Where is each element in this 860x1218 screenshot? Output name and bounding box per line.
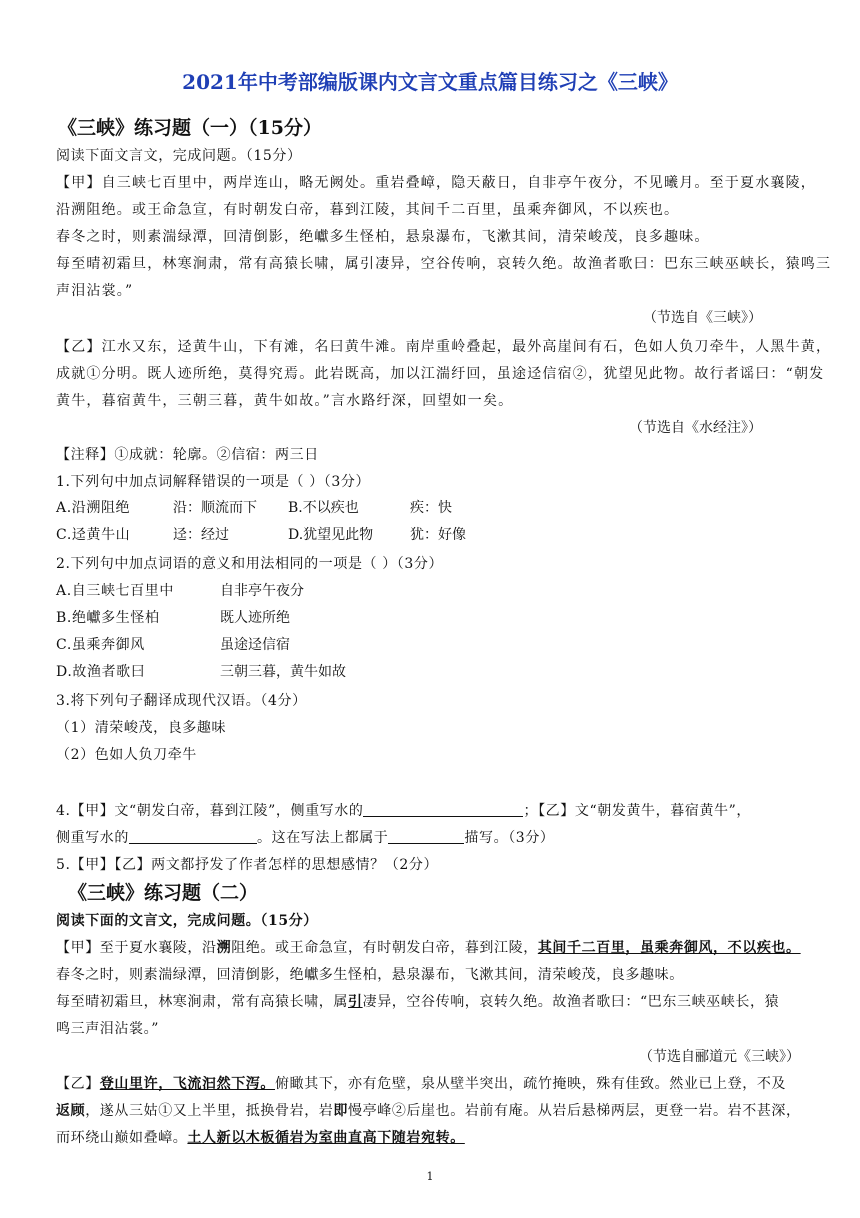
- exercise-1-heading: 《三峡》练习题（一）（15分）: [58, 117, 322, 139]
- ex1-yi-line-3: 黄牛，暮宿黄牛，三朝三暮，黄牛如故。”言水路纡深，回望如一矣。: [56, 393, 514, 409]
- ex1-jia-line-2: 沿溯阻绝。或王命急宣，有时朝发白帝，暮到江陵，其间千二百里，虽乘奔御风，不以疾也。: [56, 202, 680, 218]
- ex2-yi-2b: 返顾: [56, 1103, 86, 1119]
- q1-option-d: D.犹望见此物: [288, 527, 374, 543]
- q2-option-d-compare: 三朝三暮，黄牛如故: [220, 664, 346, 680]
- q4-text-e: 描写。（3分）: [464, 830, 555, 846]
- q2-option-d: D.故渔者歌曰: [56, 664, 146, 680]
- ex1-jia-line-4: 每至晴初霜旦，林寒涧肃，常有高猿长啸，属引凄异，空谷传响，哀转久绝。故渔者歌曰：巴东三峡巫峡长，猿鸣三: [56, 256, 832, 272]
- exercise-2-instruction: 阅读下面的文言文，完成问题。（15分）: [56, 913, 318, 929]
- ex2-jia-line-4: 鸣三声泪沾裳。”: [56, 1021, 159, 1037]
- question-4-line-2: [56, 827, 555, 847]
- ex2-jia-3b: 引: [348, 994, 363, 1010]
- ex1-yi-source: （节选自《水经注》）: [629, 420, 762, 436]
- ex2-yi-1b-underlined: 登山里许，飞流汩然下泻。: [99, 1076, 276, 1092]
- ex1-jia-line-1: 【甲】自三峡七百里中，两岸连山，略无阙处。重岩叠嶂，隐天蔽日，自非亭午夜分，不见曦月。至于夏水襄陵，: [56, 175, 816, 191]
- ex1-note: 【注释】①成就：轮廓。②信宿：两三日: [56, 447, 319, 463]
- ex2-yi-2d: 即: [333, 1103, 349, 1119]
- ex2-yi-3a: 而环绕山巅如叠嶂。: [56, 1130, 188, 1146]
- q1-option-a-gloss: 沿：顺流而下: [173, 500, 257, 516]
- ex2-jia-1a: 【甲】至于夏水襄陵，沿: [56, 940, 217, 956]
- ex2-jia-1b: 溯: [216, 940, 232, 956]
- q3-item-2: （2）色如人负刀牵牛: [56, 747, 197, 763]
- q3-item-1: （1）清荣峻茂，良多趣味: [56, 720, 227, 736]
- document-title: 2021年中考部编版课内文言文重点篇目练习之《三峡》: [182, 70, 678, 94]
- ex2-yi-2e: 慢亭峰②后崖也。岩前有庵。从岩后悬梯两层，更登一岩。岩不甚深，: [348, 1103, 801, 1119]
- question-1: 1.下列句中加点词解释错误的一项是（ ）（3分）: [56, 474, 371, 490]
- ex1-yi-line-2: 成就①分明。既人迹所绝，莫得究焉。此岩既高，加以江湍纡回，虽途迳信宿②，犹望见此物。故行者谣曰：“朝发: [56, 366, 825, 382]
- ex2-yi-line-3: [56, 1127, 465, 1147]
- q2-option-a: A.自三峡七百里中: [56, 583, 174, 599]
- q1-option-c: C.迳黄牛山: [56, 527, 131, 543]
- question-4-line-1: [56, 800, 751, 820]
- q4-text-c: 侧重写水的: [56, 830, 129, 846]
- q2-option-a-compare: 自非亭午夜分: [220, 583, 304, 599]
- ex1-yi-line-1: 【乙】江水又东，迳黄牛山，下有滩，名曰黄牛滩。南岸重岭叠起，最外高崖间有石，色如人负刀牵牛，人黑牛黄，: [56, 339, 832, 355]
- ex2-yi-line-1: [56, 1073, 786, 1093]
- q2-option-c: C.虽乘奔御风: [56, 637, 145, 653]
- q1-option-c-gloss: 迳：经过: [173, 527, 229, 543]
- q2-option-c-compare: 虽途迳信宿: [220, 637, 290, 653]
- ex2-yi-1c: 俯瞰其下，亦有危壁，泉从壁半突出，疏竹掩映，殊有佳致。然业已上登，不及: [275, 1076, 787, 1092]
- q1-option-b: B.不以疾也: [288, 500, 359, 516]
- ex2-jia-line-3: [56, 991, 779, 1011]
- q4-text-b: ；【乙】文“朝发黄牛，暮宿黄牛”，: [523, 803, 751, 819]
- q4-blank-2[interactable]: [129, 829, 257, 844]
- q4-blank-1[interactable]: [363, 802, 523, 817]
- ex1-jia-line-3: 春冬之时，则素湍绿潭，回清倒影，绝巘多生怪柏，悬泉瀑布，飞漱其间，清荣峻茂，良多趣味。: [56, 229, 710, 245]
- ex2-yi-1a: 【乙】: [56, 1076, 100, 1092]
- q1-option-a: A.沿溯阻绝: [56, 500, 131, 516]
- ex2-jia-source: （节选自郦道元《三峡》）: [639, 1049, 800, 1065]
- page-number: 1: [426, 1170, 434, 1183]
- ex2-jia-line-1: [56, 937, 801, 957]
- q1-option-d-gloss: 犹：好像: [410, 527, 466, 543]
- ex1-jia-line-5: 声泪沾裳。”: [56, 283, 134, 299]
- q4-text-d: 。这在写法上都属于: [257, 830, 389, 846]
- ex2-yi-2c: ，遂从三姑①又上半里，抵换骨岩，岩: [85, 1103, 334, 1119]
- q4-blank-3[interactable]: [388, 829, 464, 844]
- exercise-2-heading: 《三峡》练习题（二）: [68, 882, 259, 904]
- exercise-1-instruction: 阅读下面文言文，完成问题。（15分）: [56, 148, 302, 164]
- ex2-yi-line-2: [56, 1100, 801, 1120]
- q1-option-b-gloss: 疾：快: [410, 500, 452, 516]
- ex1-jia-source: （节选自《三峡》）: [643, 310, 762, 326]
- ex2-yi-3b-underlined: 土人新以木板循岩为室曲直高下随岩宛转。: [187, 1130, 465, 1146]
- question-3: 3.将下列句子翻译成现代汉语。（4分）: [56, 693, 307, 709]
- q4-text-a: 4.【甲】文“朝发白帝，暮到江陵”，侧重写水的: [56, 803, 364, 819]
- ex2-jia-3c: 凄异，空谷传响，哀转久绝。故渔者歌曰：“巴东三峡巫峡长，猿: [362, 994, 780, 1010]
- ex2-jia-1d-underlined: 其间千二百里，虽乘奔御风，不以疾也。: [537, 940, 801, 956]
- q2-option-b-compare: 既人迹所绝: [220, 610, 290, 626]
- question-2: 2.下列句中加点词语的意义和用法相同的一项是（ ）（3分）: [56, 556, 444, 572]
- question-5: 5.【甲】【乙】两文都抒发了作者怎样的思想感情？（2分）: [56, 857, 439, 873]
- q2-option-b: B.绝巘多生怪柏: [56, 610, 160, 626]
- ex2-jia-line-2: 春冬之时，则素湍绿潭，回清倒影，绝巘多生怪柏，悬泉瀑布，飞漱其间，清荣峻茂，良多趣味。: [56, 967, 684, 983]
- ex2-jia-1c: 阻绝。或王命急宣，有时朝发白帝，暮到江陵，: [231, 940, 538, 956]
- ex2-jia-3a: 每至晴初霜旦，林寒涧肃，常有高猿长啸，属: [56, 994, 348, 1010]
